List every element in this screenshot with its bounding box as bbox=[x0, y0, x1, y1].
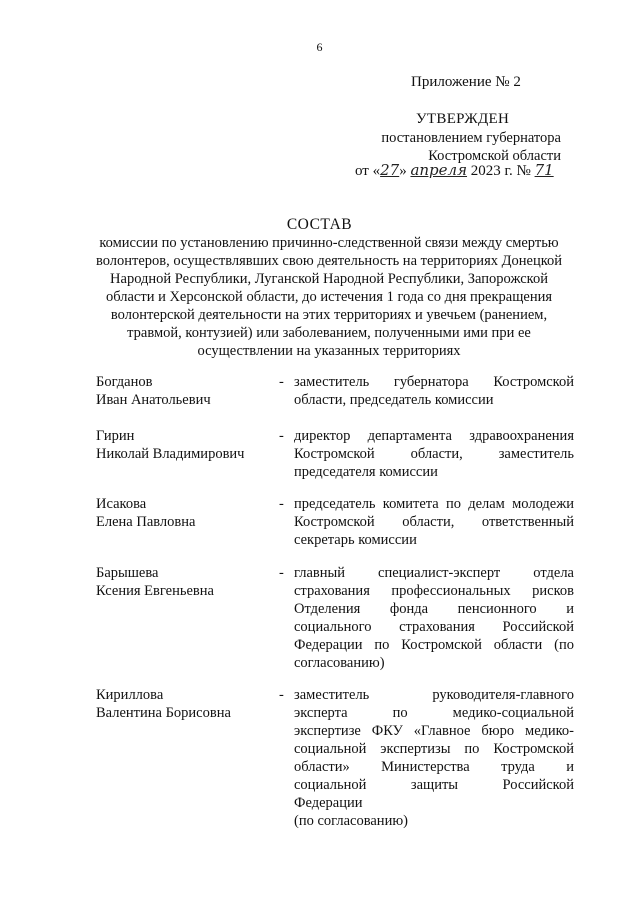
role-line: страхования профессиональных рисков bbox=[294, 583, 574, 599]
member-dash: - bbox=[279, 496, 284, 512]
subtitle-line: комиссии по установлению причинно-следственной связи между смертью bbox=[99, 235, 559, 251]
member-name bbox=[96, 427, 276, 463]
subtitle-line: области и Херсонской области, до истечения 1 года со дня прекращения bbox=[105, 289, 553, 305]
member-dash: - bbox=[279, 687, 284, 703]
role-line: области, председатель комиссии bbox=[294, 392, 494, 408]
role-line: (по согласованию) bbox=[294, 813, 408, 829]
role-line: заместитель руководителя-главного bbox=[294, 687, 574, 703]
subtitle-line: волонтеров, осуществлявших свою деятельность на территориях Донецкой bbox=[95, 253, 563, 269]
approved-heading: УТВЕРЖДЕН bbox=[416, 111, 510, 127]
role-line: председатель комитета по делам молодежи bbox=[294, 496, 574, 512]
date-mid: » bbox=[399, 163, 411, 179]
document-title: СОСТАВ bbox=[286, 216, 353, 233]
member-given-name: Николай Владимирович bbox=[96, 446, 245, 462]
appendix-label: Приложение № 2 bbox=[411, 74, 521, 90]
member-dash: - bbox=[279, 428, 284, 444]
decree-line-1: постановлением губернатора bbox=[381, 130, 561, 146]
subtitle-line: Народной Республики, Луганской Народной Республики, Запорожской bbox=[110, 271, 548, 287]
member-given-name: Валентина Борисовна bbox=[96, 705, 231, 721]
member-dash: - bbox=[279, 565, 284, 581]
role-line: председателя комиссии bbox=[294, 464, 438, 480]
member-dash: - bbox=[279, 374, 284, 390]
date-year: 2023 г. № bbox=[470, 163, 535, 179]
member-given-name: Ксения Евгеньевна bbox=[96, 583, 214, 599]
subtitle-line: травмой, контузией) или заболеванием, полученными ими при ее bbox=[127, 325, 531, 341]
role-line: Отделения фонда пенсионного и bbox=[294, 601, 574, 617]
member-role bbox=[294, 686, 574, 830]
member-role bbox=[294, 564, 574, 672]
member-name bbox=[96, 564, 276, 600]
role-line: области» Министерства труда и bbox=[294, 759, 574, 775]
member-name bbox=[96, 686, 276, 722]
role-line: директор департамента здравоохранения bbox=[294, 428, 574, 444]
role-line: главный специалист-эксперт отдела bbox=[294, 565, 574, 581]
member-surname: Исакова bbox=[96, 496, 147, 512]
member-name bbox=[96, 373, 276, 409]
role-line: секретарь комиссии bbox=[294, 532, 417, 548]
member-role bbox=[294, 427, 574, 481]
member-role bbox=[294, 495, 574, 549]
member-surname: Гирин bbox=[96, 428, 135, 444]
member-name bbox=[96, 495, 276, 531]
page-number: 6 bbox=[316, 40, 323, 54]
member-given-name: Елена Павловна bbox=[96, 514, 196, 530]
handwritten-month: апреля bbox=[410, 161, 468, 179]
subtitle-line: волонтерской деятельности на этих территориях и увечьем (ранением, bbox=[110, 307, 548, 323]
decree-line-2: Костромской области bbox=[428, 148, 561, 164]
role-line: заместитель губернатора Костромской bbox=[294, 374, 574, 390]
handwritten-day: 27 bbox=[380, 161, 400, 179]
role-line: Федерации по Костромской области (по bbox=[294, 637, 574, 653]
member-role bbox=[294, 373, 574, 409]
role-line: Федерации bbox=[294, 795, 363, 811]
decree-date-line bbox=[355, 161, 554, 180]
date-prefix: от « bbox=[355, 163, 381, 179]
member-surname: Богданов bbox=[96, 374, 153, 390]
role-line: Костромской области, ответственный bbox=[294, 514, 574, 530]
role-line: Костромской области, заместитель bbox=[294, 446, 574, 462]
role-line: согласованию) bbox=[294, 655, 385, 671]
member-surname: Кириллова bbox=[96, 687, 164, 703]
member-given-name: Иван Анатольевич bbox=[96, 392, 211, 408]
subtitle-line: осуществлении на указанных территориях bbox=[197, 343, 461, 359]
role-line: социальной защиты Российской bbox=[294, 777, 574, 793]
handwritten-number: 71 bbox=[534, 161, 554, 179]
role-line: экспертизе ФКУ «Главное бюро медико- bbox=[294, 723, 574, 739]
document-subtitle bbox=[74, 234, 584, 360]
role-line: социальной экспертизы по Костромской bbox=[294, 741, 574, 757]
role-line: эксперта по медико-социальной bbox=[294, 705, 574, 721]
role-line: социального страхования Российской bbox=[294, 619, 574, 635]
member-surname: Барышева bbox=[96, 565, 159, 581]
